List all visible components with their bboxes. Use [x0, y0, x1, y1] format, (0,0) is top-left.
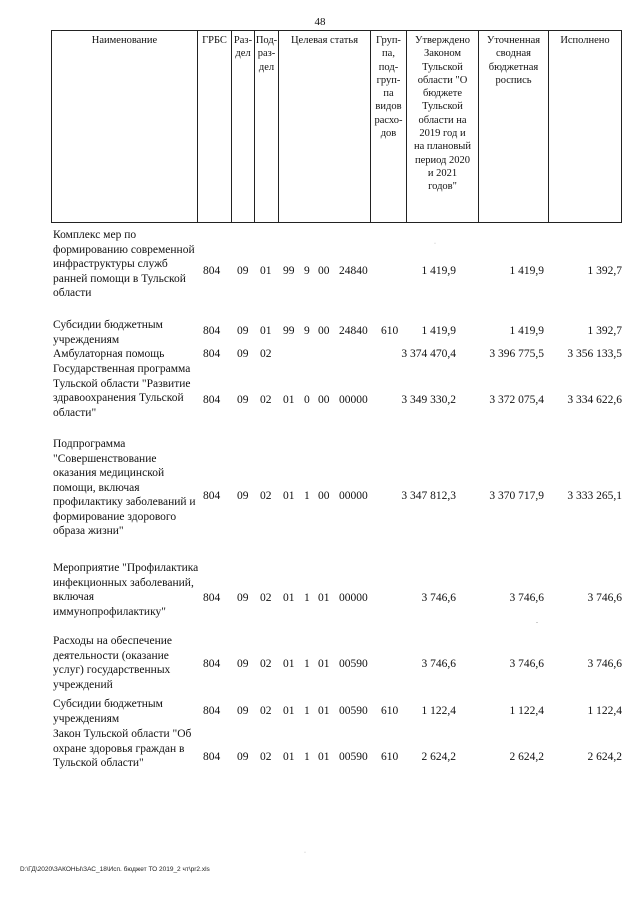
row-name: Субсидии бюджетным учреждениям	[53, 698, 163, 725]
row-name: Мероприятие "Профилактика инфекционных заболеваний, включая иммунопрофилактику"	[53, 562, 199, 618]
cell-pr: 02	[260, 394, 272, 406]
cell-cs2: 9	[304, 265, 310, 277]
cell-executed: 3 746,6	[587, 658, 622, 670]
cell-cs2: 1	[304, 592, 310, 604]
cell-cs2: 0	[304, 394, 310, 406]
cell-approved: 3 349 330,2	[401, 394, 456, 406]
cell-cs2: 1	[304, 658, 310, 670]
cell-cs4: 00590	[339, 658, 368, 670]
cell-executed: 3 746,6	[587, 592, 622, 604]
cell-approved: 2 624,2	[421, 751, 456, 763]
cell-refined: 2 624,2	[509, 751, 544, 763]
header-approved: Утверждено Законом Тульской области "О бюджете Тульской области на 2019 год и на плановый период 2020 и 2021 годов"	[406, 30, 478, 223]
cell-cs2: 1	[304, 705, 310, 717]
cell-rz: 09	[237, 265, 249, 277]
header-grbs: ГРБС	[197, 30, 231, 223]
cell-cs1: 01	[283, 658, 295, 670]
cell-rz: 09	[237, 348, 249, 360]
cell-cs1: 99	[283, 265, 295, 277]
cell-pr: 02	[260, 751, 272, 763]
cell-executed: 3 333 265,1	[567, 490, 622, 502]
cell-grbs: 804	[203, 751, 221, 763]
header-refined: Уточненная сводная бюджетная роспись	[478, 30, 548, 223]
cell-refined: 3 370 717,9	[489, 490, 544, 502]
cell-cs3: 00	[318, 325, 330, 337]
cell-cs2: 1	[304, 490, 310, 502]
cell-refined: 1 122,4	[509, 705, 544, 717]
header-podrazdel: Под- раз- дел	[254, 30, 278, 223]
cell-cs2: 1	[304, 751, 310, 763]
cell-rz: 09	[237, 325, 249, 337]
cell-pr: 02	[260, 658, 272, 670]
cell-grbs: 804	[203, 658, 221, 670]
header-bottom-rule	[51, 222, 622, 223]
cell-vr: 610	[381, 705, 399, 717]
cell-pr: 02	[260, 348, 272, 360]
cell-executed: 1 392,7	[587, 325, 622, 337]
cell-approved: 3 746,6	[421, 592, 456, 604]
cell-cs4: 00000	[339, 592, 368, 604]
cell-cs2: 9	[304, 325, 310, 337]
row-name: Расходы на обеспечение деятельности (оказание услуг) государственных учреждений	[53, 635, 172, 691]
cell-grbs: 804	[203, 265, 221, 277]
scan-speck: ·	[434, 241, 436, 247]
row-name: Комплекс мер по формированию современной инфраструктуры служб ранней помощи в Тульской области	[53, 229, 195, 299]
cell-approved: 3 374 470,4	[401, 348, 456, 360]
cell-refined: 3 372 075,4	[489, 394, 544, 406]
cell-refined: 3 746,6	[509, 592, 544, 604]
cell-rz: 09	[237, 751, 249, 763]
cell-cs1: 01	[283, 592, 295, 604]
cell-rz: 09	[237, 658, 249, 670]
cell-grbs: 804	[203, 592, 221, 604]
cell-approved: 1 419,9	[421, 325, 456, 337]
scan-speck: ·	[304, 850, 306, 856]
cell-executed: 3 334 622,6	[567, 394, 622, 406]
header-razdel: Раз- дел	[231, 30, 254, 223]
cell-grbs: 804	[203, 394, 221, 406]
row-name: Закон Тульской области "Об охране здоровья граждан в Тульской области"	[53, 728, 192, 769]
cell-cs4: 00000	[339, 394, 368, 406]
cell-vr: 610	[381, 751, 399, 763]
cell-refined: 3 746,6	[509, 658, 544, 670]
cell-cs3: 01	[318, 705, 330, 717]
header-target: Целевая статья	[278, 30, 370, 223]
cell-cs3: 01	[318, 751, 330, 763]
cell-executed: 2 624,2	[587, 751, 622, 763]
row-name: Амбулаторная помощь	[53, 348, 165, 360]
cell-executed: 3 356 133,5	[567, 348, 622, 360]
cell-cs3: 01	[318, 592, 330, 604]
cell-approved: 1 122,4	[421, 705, 456, 717]
cell-cs1: 01	[283, 705, 295, 717]
cell-cs4: 24840	[339, 325, 368, 337]
cell-pr: 02	[260, 592, 272, 604]
cell-refined: 1 419,9	[509, 325, 544, 337]
cell-rz: 09	[237, 592, 249, 604]
cell-cs1: 01	[283, 490, 295, 502]
cell-approved: 3 347 812,3	[401, 490, 456, 502]
footer-filepath: D:\ГД\2020\ЗАКОНЫ\ЗАС_18\Исп. бюджет ТО 2019_2 чт\pr2.xls	[20, 866, 210, 873]
cell-rz: 09	[237, 394, 249, 406]
page-number: 48	[314, 16, 326, 28]
cell-grbs: 804	[203, 490, 221, 502]
header-executed: Исполнено	[548, 30, 622, 223]
cell-cs1: 01	[283, 751, 295, 763]
cell-refined: 3 396 775,5	[489, 348, 544, 360]
cell-cs1: 01	[283, 394, 295, 406]
cell-cs3: 00	[318, 394, 330, 406]
cell-executed: 1 122,4	[587, 705, 622, 717]
scan-speck: -	[536, 620, 538, 626]
cell-executed: 1 392,7	[587, 265, 622, 277]
cell-approved: 3 746,6	[421, 658, 456, 670]
row-name: Подпрограмма "Совершенствование оказания медицинской помощи, включая профилактику заболеваний и формирование здорового образа жизни"	[53, 438, 196, 537]
row-name: Государственная программа Тульской области "Развитие здравоохранения Тульской области"	[53, 363, 191, 419]
cell-grbs: 804	[203, 705, 221, 717]
cell-rz: 09	[237, 705, 249, 717]
header-vid: Груп- па, под- груп- па видов расхо- дов	[370, 30, 406, 223]
cell-cs3: 00	[318, 265, 330, 277]
cell-cs4: 00590	[339, 751, 368, 763]
cell-cs4: 00590	[339, 705, 368, 717]
cell-cs4: 24840	[339, 265, 368, 277]
cell-vr: 610	[381, 325, 399, 337]
cell-refined: 1 419,9	[509, 265, 544, 277]
cell-pr: 01	[260, 265, 272, 277]
cell-cs3: 00	[318, 490, 330, 502]
cell-rz: 09	[237, 490, 249, 502]
cell-pr: 02	[260, 490, 272, 502]
cell-cs4: 00000	[339, 490, 368, 502]
cell-approved: 1 419,9	[421, 265, 456, 277]
cell-pr: 02	[260, 705, 272, 717]
cell-cs3: 01	[318, 658, 330, 670]
header-name: Наименование	[51, 30, 197, 223]
cell-pr: 01	[260, 325, 272, 337]
cell-grbs: 804	[203, 348, 221, 360]
cell-cs1: 99	[283, 325, 295, 337]
row-name: Субсидии бюджетным учреждениям	[53, 319, 163, 346]
cell-grbs: 804	[203, 325, 221, 337]
